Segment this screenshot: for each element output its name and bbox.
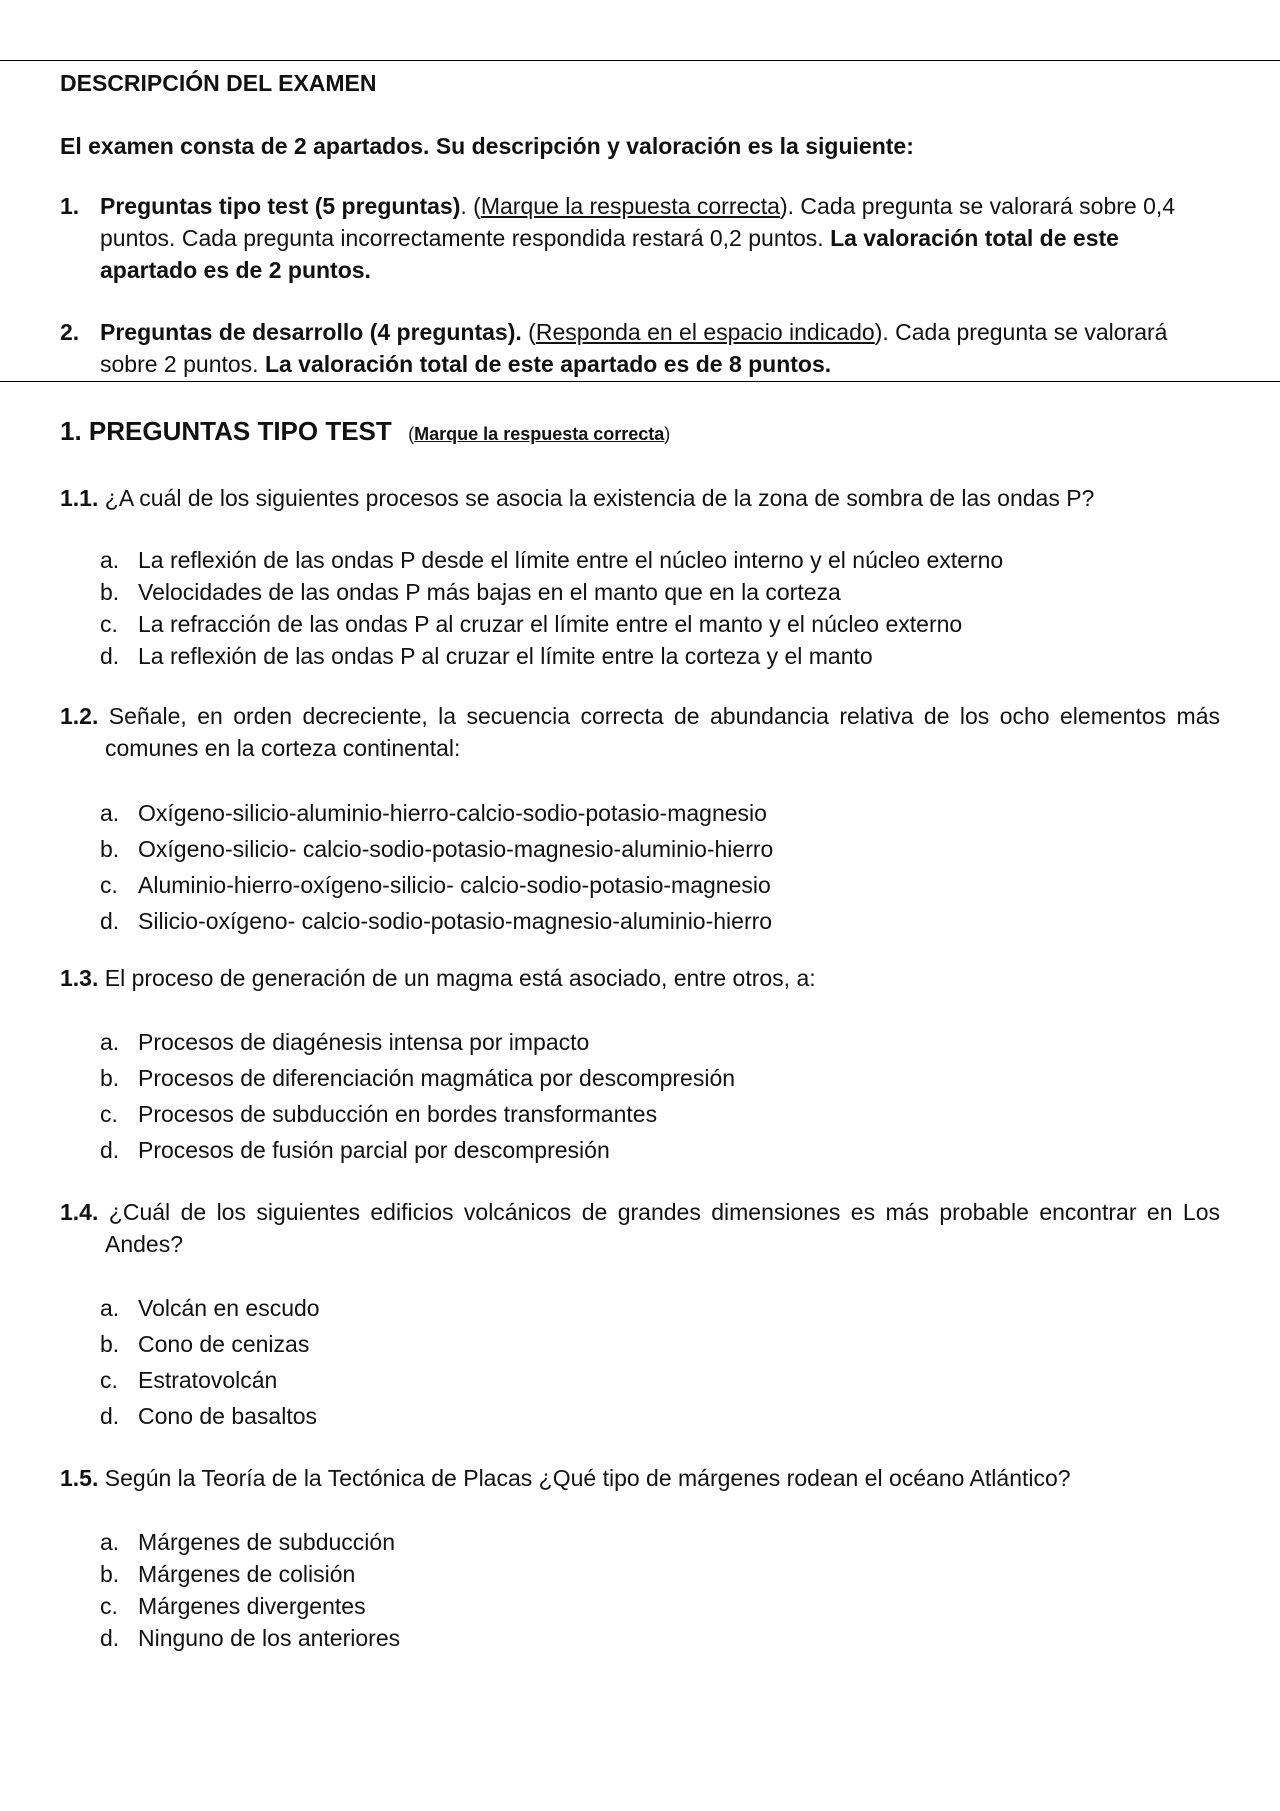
question-text: El proceso de generación de un magma está asociado, entre otros, a:	[104, 965, 816, 991]
option-b[interactable]: b. Cono de cenizas	[100, 1331, 310, 1357]
option-c[interactable]: c. Estratovolcán	[100, 1367, 278, 1393]
option-c[interactable]: c. La refracción de las ondas P al cruzar el límite entre el manto y el núcleo externo	[100, 611, 963, 637]
instruction-text: Marque la respuesta correcta	[480, 193, 780, 219]
question-1-3	[60, 962, 1220, 994]
question-number: 1.3.	[60, 965, 99, 991]
option-d[interactable]: d. Silicio-oxígeno- calcio-sodio-potasio-magnesio-aluminio-hierro	[100, 908, 773, 934]
options-1-3	[100, 1024, 735, 1168]
question-text: Señale, en orden decreciente, la secuencia correcta de abundancia relativa de los ocho elementos más comunes en la corteza continental:	[105, 703, 1220, 761]
description-item-2	[60, 316, 1220, 380]
question-text: ¿Cuál de los siguientes edificios volcánicos de grandes dimensiones es más probable encontrar en Los Andes?	[105, 1199, 1220, 1257]
option-a[interactable]: a. Márgenes de subducción	[100, 1529, 395, 1555]
option-c[interactable]: c. Márgenes divergentes	[100, 1593, 366, 1619]
top-rule	[0, 60, 1280, 61]
question-number: 1.5.	[60, 1465, 99, 1491]
description-heading: DESCRIPCIÓN DEL EXAMEN	[60, 70, 377, 96]
bottom-rule	[0, 381, 1280, 382]
question-number: 1.1.	[60, 485, 99, 511]
description-item-1	[60, 190, 1220, 286]
options-1-5	[100, 1526, 400, 1654]
section-title: 1. PREGUNTAS TIPO TEST	[60, 416, 392, 446]
option-c[interactable]: c. Procesos de subducción en bordes transformantes	[100, 1101, 658, 1127]
options-1-4	[100, 1290, 320, 1434]
total-text: La valoración total de este apartado es de 8 puntos.	[264, 351, 832, 377]
question-text: Según la Teoría de la Tectónica de Placas ¿Qué tipo de márgenes rodean el océano Atlántico?	[104, 1465, 1071, 1491]
item-number: 2.	[60, 319, 80, 345]
option-a[interactable]: a. Volcán en escudo	[100, 1295, 320, 1321]
option-c[interactable]: c. Aluminio-hierro-oxígeno-silicio- calcio-sodio-potasio-magnesio	[100, 872, 771, 898]
item-text: Preguntas tipo test (5 preguntas). (Marque la respuesta correcta). Cada pregunta se valorará sobre 0,4 puntos. Cada pregunta incorrectamente respondida restará 0,2 puntos. La valoración total de este apartado es de 2 puntos.	[100, 193, 1176, 283]
option-b[interactable]: b. Velocidades de las ondas P más bajas en el manto que en la corteza	[100, 579, 841, 605]
options-1-1	[100, 544, 1003, 672]
option-d[interactable]: d. Ninguno de los anteriores	[100, 1625, 401, 1651]
option-a[interactable]: a. Procesos de diagénesis intensa por impacto	[100, 1029, 590, 1055]
question-1-1	[60, 482, 1220, 514]
question-number: 1.4.	[60, 1199, 99, 1225]
question-1-5	[60, 1462, 1220, 1494]
option-a[interactable]: a. La reflexión de las ondas P desde el límite entre el núcleo interno y el núcleo externo	[100, 547, 1004, 573]
section-subtitle: (Marque la respuesta correcta)	[408, 424, 671, 444]
total-text: La valoración total de este apartado es de 2 puntos.	[100, 225, 1119, 283]
question-text: ¿A cuál de los siguientes procesos se asocia la existencia de la zona de sombra de las ondas P?	[104, 485, 1095, 511]
option-b[interactable]: b. Procesos de diferenciación magmática por descompresión	[100, 1065, 736, 1091]
option-d[interactable]: d. Procesos de fusión parcial por descompresión	[100, 1137, 610, 1163]
question-1-2	[60, 700, 1220, 764]
section-title-row	[60, 415, 670, 450]
option-a[interactable]: a. Oxígeno-silicio-aluminio-hierro-calcio-sodio-potasio-magnesio	[100, 800, 767, 826]
option-d[interactable]: d. La reflexión de las ondas P al cruzar el límite entre la corteza y el manto	[100, 643, 873, 669]
option-b[interactable]: b. Márgenes de colisión	[100, 1561, 356, 1587]
question-number: 1.2.	[60, 703, 99, 729]
options-1-2	[100, 795, 773, 939]
option-b[interactable]: b. Oxígeno-silicio- calcio-sodio-potasio-magnesio-aluminio-hierro	[100, 836, 774, 862]
instruction-text: Responda en el espacio indicado	[535, 319, 875, 345]
description-intro: El examen consta de 2 apartados. Su descripción y valoración es la siguiente:	[60, 133, 914, 159]
item-number: 1.	[60, 193, 80, 219]
question-1-4	[60, 1196, 1220, 1260]
option-d[interactable]: d. Cono de basaltos	[100, 1403, 318, 1429]
item-text: Preguntas de desarrollo (4 preguntas). (Responda en el espacio indicado). Cada pregunta se valorará sobre 2 puntos. La valoración total de este apartado es de 8 puntos.	[100, 319, 1168, 377]
